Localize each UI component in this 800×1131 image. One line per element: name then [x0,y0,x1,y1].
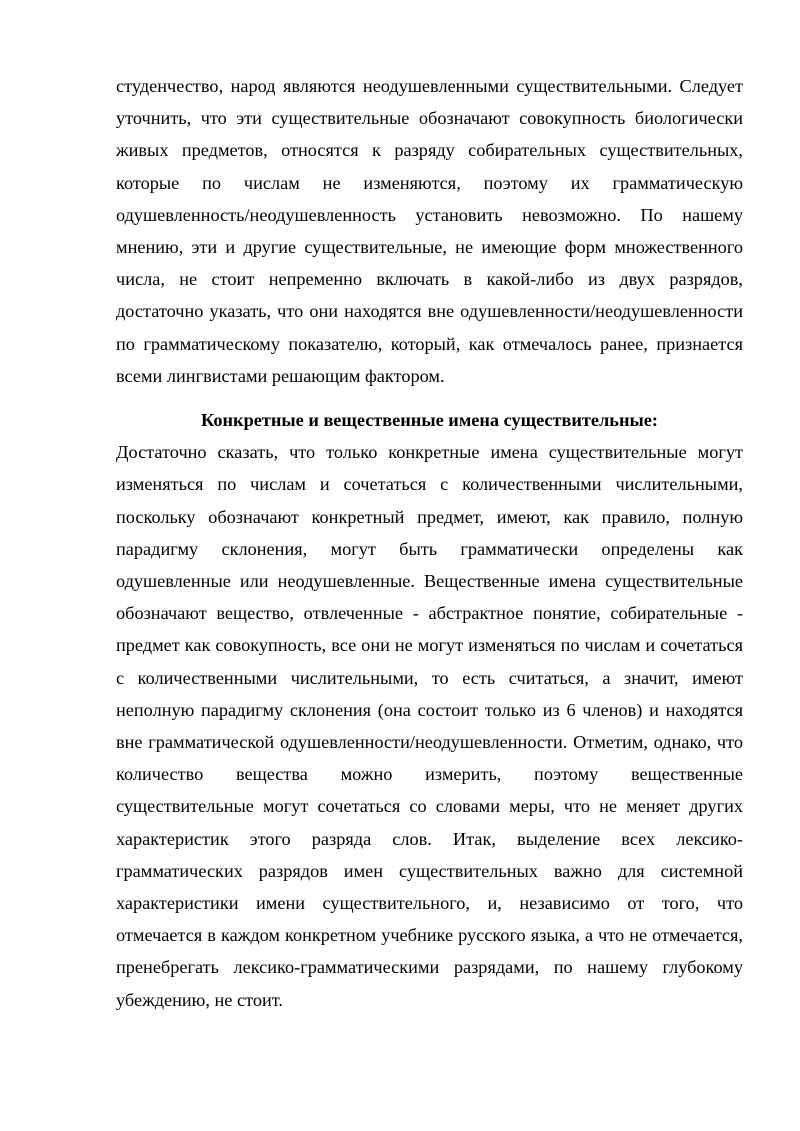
paragraph-1: студенчество, народ являются неодушевленными существительными. Следует уточнить, что эти существительные обозначают совокупность биологически живых предметов, относятся к разряду собирательных существительных, которые по числам не изменяются, поэтому их грамматическую одушевленность/неодушевленность установить невозможно. По нашему мнению, эти и другие существительные, не имеющие форм множественного числа, не стоит непременно включать в какой-либо из двух разрядов, достаточно указать, что они находятся вне одушевленности/неодушевленности по грамматическому показателю, который, как отмечалось ранее, признается всеми лингвистами решающим фактором. [116,76,743,386]
paragraph-2: Достаточно сказать, что только конкретные имена существительные могут изменяться по числам и сочетаться с количественными числительными, поскольку обозначают конкретный предмет, имеют, как правило, полную парадигму склонения, могут быть грамматически определены как одушевленные или неодушевленные. Вещественные имена существительные обозначают вещество, отвлеченные - абстрактное понятие, собирательные - предмет как совокупность, все они не могут изменяться по числам и сочетаться с количественными числительными, то есть считаться, а значит, имеют неполную парадигму склонения (она состоит только из 6 членов) и находятся вне грамматической одушевленности/неодушевленности. Отметим, однако, что количество вещества можно измерить, поэтому вещественные существительные могут сочетаться со словами меры, что не меняет других характеристик этого разряда слов. Итак, выделение всех лексико-грамматических разрядов имен существительных важно для системной характеристики имени существительного, и, независимо от того, что отмечается в каждом конкретном учебнике русского языка, а что не отмечается, пренебрегать лексико-грамматическими разрядами, по нашему глубокому убеждению, не стоит. [116,442,743,1010]
document-page [116,70,743,1016]
section-heading: Конкретные и вещественные имена существительные: [201,410,658,431]
